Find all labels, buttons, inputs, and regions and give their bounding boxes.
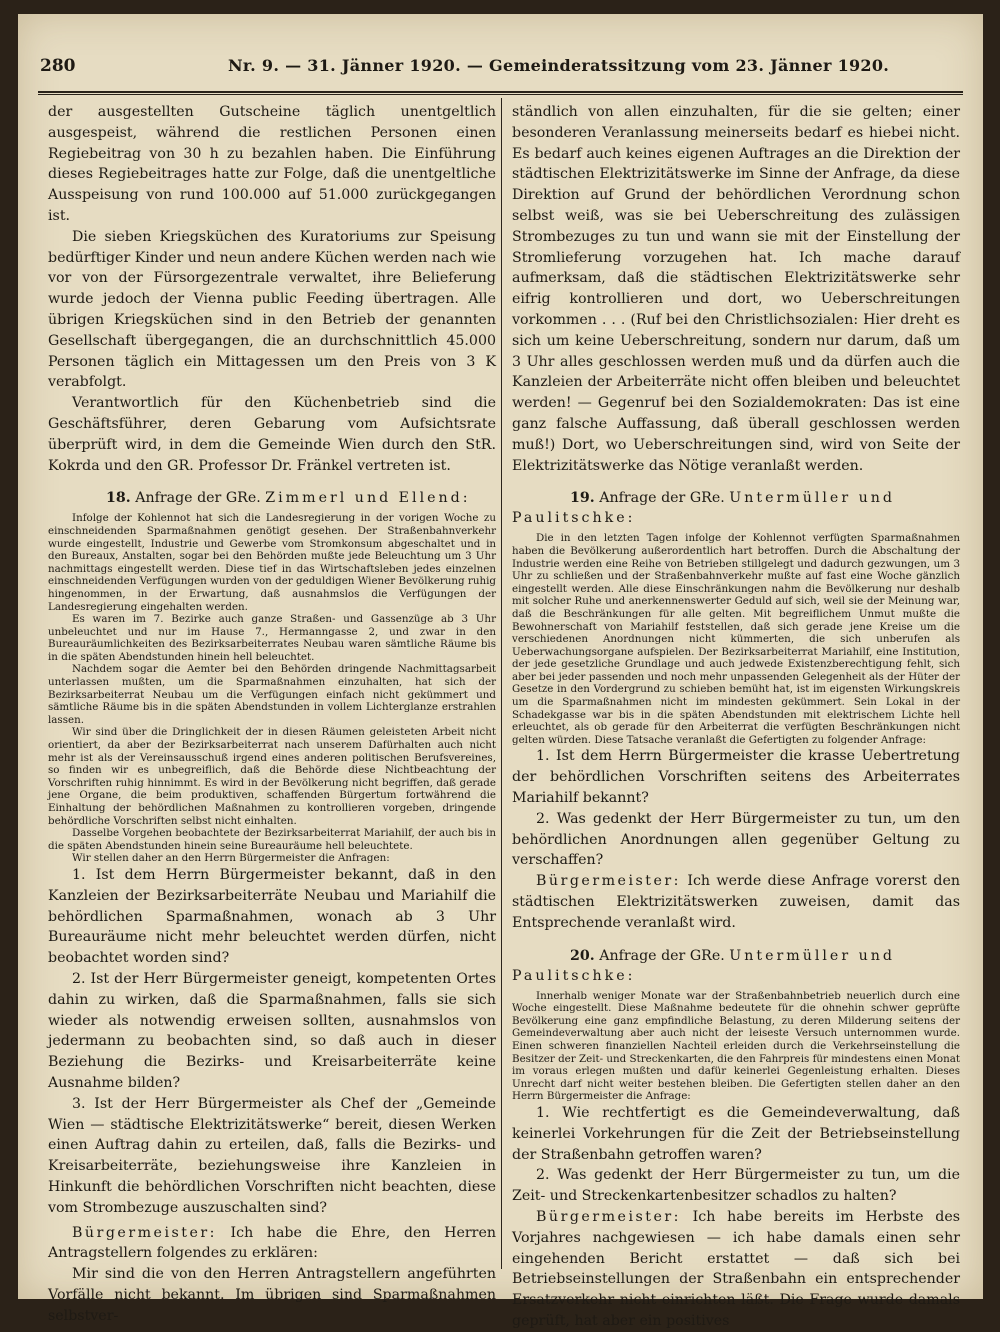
item-authors: Untermüller und Paulitschke: (512, 947, 895, 984)
item-number: 18. (106, 490, 131, 507)
question: 1. Ist dem Herrn Bürgermeister die krasse Uebertretung der behördlichen Vorschriften seitens des Arbeiterrates Mariahilf bekannt? (512, 748, 960, 807)
question: 2. Ist der Herr Bürgermeister geneigt, kompetenten Ortes dahin zu wirken, daß die Sparmaßnahmen, falls sie sich wieder als notwendig erweisen sollten, ausnahmslos von jedermann zu beobachten sind, so daß auch in dieser Beziehung die Bezirks- und Kreisarbeiterräte keine Ausnahme bilden? (48, 970, 496, 1091)
question: 2. Was gedenkt der Herr Bürgermeister zu tun, um die Zeit- und Streckenkartenbesitzer schadlos zu halten? (512, 1167, 960, 1205)
mayor-answer (512, 1207, 960, 1332)
left-column (48, 102, 496, 1324)
inquiry-text: Infolge der Kohlennot hat sich die Landesregierung in der vorigen Woche zu einschneidenden Sparmaßnahmen genötigt gesehen. Der Straßenbahnverkehr wurde eingestellt, Industrie und Gewerbe vom Stromkonsum abgeschaltet und in den Bureaux, Anstalten, sogar bei den Behörden mußte jede Beleuchtung um 3 Uhr nachmittags eingestellt werden. Diese tief in das Wirtschaftsleben jedes einzelnen einschneidenden Verfügungen wurden von der geduldigen Wiener Bevölkerung ruhig hingenommen, in der Erwartung, daß ausnahmslos die Verfügungen der Landesregierung eingehalten werden. (48, 512, 496, 613)
paragraph: der ausgestellten Gutscheine täglich unentgeltlich ausgespeist, während die restlichen Personen einen Regiebeitrag von 30 h zu bezahlen haben. Die Einführung dieses Regiebeitrages hatte zur Folge, daß die unentgeltliche Ausspeisung von rund 100.000 auf 51.000 zurückgegangen ist. (48, 104, 496, 224)
header-rule (38, 91, 963, 93)
item-prefix: Anfrage der GRe. (135, 490, 261, 507)
item-prefix: Anfrage der GRe. (599, 947, 725, 964)
speaker-label: Bürgermeister: (72, 1224, 217, 1241)
question: 1. Ist dem Herrn Bürgermeister bekannt, daß in den Kanzleien der Bezirksarbeiterräte Neubau und Mariahilf die behördlichen Sparmaßnahmen, wonach ab 3 Uhr Bureauräume nicht mehr beleuchtet werden dürfen, nicht beobachtet worden sind? (48, 866, 496, 967)
column-divider (501, 98, 502, 1269)
question: 2. Was gedenkt der Herr Bürgermeister zu tun, um den behördlichen Anordnungen allen gegenüber Geltung zu verschaffen? (512, 810, 960, 869)
speaker-label: Bürgermeister: (536, 873, 681, 890)
item-20-heading (512, 946, 960, 986)
header-rule-thin (38, 94, 963, 95)
page-number: 280 (40, 56, 76, 76)
inquiry-text: Nachdem sogar die Aemter bei den Behörden dringende Nachmittagsarbeit unterlassen mußten, um die Sparmaßnahmen einzuhalten, hat sich der Bezirksarbeiterrat Neubau um die Verfügungen einfach nicht gekümmert und sämtliche Räume bis in die späten Abendstunden in vollem Lichterglanze erstrahlen lassen. (48, 663, 496, 726)
item-number: 20. (570, 947, 595, 964)
answer-text: Ich habe bereits im Herbste des Vorjahres nachgewiesen — ich habe damals einen sehr eingehenden Bericht erstattet — daß sich bei Betriebseinstellungen der Straßenbahn ein entsprechender Ersatzverkehr nicht einrichten läßt. Die Frage wurde damals geprüft, hat aber ein positives (512, 1208, 960, 1329)
mayor-answer (512, 871, 960, 933)
paragraph: ständlich von allen einzuhalten, für die sie gelten; einer besonderen Veranlassung meinerseits bedarf es hiebei nicht. Es bedarf auch keines eigenen Auftrages an die Direktion der städtischen Elektrizitätswerke im Sinne der Anfrage, da diese Direktion auf Grund der behördlichen Verordnung schon selbst weiß, was sie bei Ueberschreitung des zulässigen Strombezuges zu tun und wann sie mit der Einstellung der Stromlieferung vorzugehen hat. Ich mache darauf aufmerksam, daß die städtischen Elektrizitätswerke sehr eifrig kontrollieren und dort, wo Ueberschreitungen vorkommen . . . (Ruf bei den Christlichsozialen: Hier dreht es sich um keine Ueberschreitung, sondern nur darum, daß um 3 Uhr alles geschlossen werden muß und da dürfen auch die Kanzleien der Arbeiterräte nicht offen bleiben und beleuchtet werden! — Gegenruf bei den Sozialdemokraten: Das ist eine ganz falsche Auffassung, daß überall geschlossen werden muß!) Dort, wo Ueberschreitungen sind, wird von Seite der Elektrizitätswerke das Nötige veranlaßt werden. (512, 104, 960, 474)
question: 1. Wie rechtfertigt es die Gemeindeverwaltung, daß keinerlei Vorkehrungen für die Zeit der Betriebseinstellung der Straßenbahn getroffen waren? (512, 1104, 960, 1163)
paragraph: Verantwortlich für den Küchenbetrieb sind die Geschäftsführer, deren Gebarung vom Aufsichtsrate überprüft wird, in dem die Gemeinde Wien durch den StR. Kokrda und den GR. Professor Dr. Fränkel vertreten ist. (48, 395, 496, 474)
answer-text: Ich habe die Ehre, den Herren Antragstellern folgendes zu erklären: (48, 1224, 496, 1262)
inquiry-text: Dasselbe Vorgehen beobachtete der Bezirksarbeiterrat Mariahilf, der auch bis in die späten Abendstunden hinein seine Bureauräume hell beleuchtete. (48, 827, 496, 852)
item-18-heading (48, 488, 496, 508)
page-title: Nr. 9. — 31. Jänner 1920. — Gemeinderatssitzung vom 23. Jänner 1920. (228, 56, 890, 75)
inquiry-text: Wir sind über die Dringlichkeit der in diesen Räumen geleisteten Arbeit nicht orientiert, da aber der Bezirksarbeiterrat nach unserem Dafürhalten auch nicht mehr ist als der Vereinsausschuß irgend eines anderen politischen Berufsvereines, so finden wir es unbegreiflich, daß die Behörde diese Nichtbeachtung der Vorschriften ruhig hinnimmt. Es wird in der Bevölkerung nicht begriffen, daß gerade jene Organe, die beim produktiven, schaffenden Bürgertum fortwährend die Einhaltung der behördlichen Maßnahmen zu kontrollieren vorgeben, dringende behördliche Vorschriften selbst nicht einhalten. (48, 726, 496, 827)
item-authors: Zimmerl und Ellend: (265, 490, 471, 507)
answer-text: Ich werde diese Anfrage vorerst den städtischen Elektrizitätswerken zuweisen, damit das Entsprechende veranlaßt wird. (512, 873, 960, 931)
paragraph: Die sieben Kriegsküchen des Kuratoriums zur Speisung bedürftiger Kinder und neun andere Küchen werden nach wie vor von der Fürsorgezentrale verwaltet, ihre Belieferung wurde jedoch der Vienna public Feeding übertragen. Alle übrigen Kriegsküchen sind in den Betrieb der genannten Gesellschaft übergegangen, die an durchschnittlich 45.000 Personen täglich ein Mittagessen um den Preis von 3 K verabfolgt. (48, 228, 496, 391)
page-header (40, 56, 960, 82)
inquiry-text: Wir stellen daher an den Herrn Bürgermeister die Anfragen: (72, 852, 390, 865)
inquiry-text: Innerhalb weniger Monate war der Straßenbahnbetrieb neuerlich durch eine Woche eingestellt. Diese Maßnahme bedeutete für die ohnehin schwer geprüfte Bevölkerung eine ganz empfindliche Belastung, zu deren Milderung seitens der Gemeindeverwaltung aber auch nicht der leiseste Versuch unternommen wurde. Einen schweren finanziellen Nachteil erleiden durch die Verkehrseinstellung die Besitzer der Zeit- und Streckenkarten, die den Fahrpreis für mindestens einen Monat im voraus erlegen mußten und dafür keinerlei Gegenleistung erhalten. Dieses Unrecht darf nicht weiter bestehen bleiben. Die Gefertigten stellen daher an den Herrn Bürgermeister die Anfrage: (512, 989, 960, 1103)
speaker-label: Bürgermeister: (536, 1208, 681, 1225)
item-prefix: Anfrage der GRe. (599, 490, 725, 507)
inquiry-text: Die in den letzten Tagen infolge der Kohlennot verfügten Sparmaßnahmen haben die Bevölkerung außerordentlich hart betroffen. Durch die Abschaltung der Industrie werden eine Reihe von Betrieben stillgelegt und dadurch gezwungen, um 3 Uhr zu schließen und der Straßenbahnverkehr mußte auf fast eine Woche gänzlich eingestellt werden. Alle diese Einschränkungen nahm die Bevölkerung nur deshalb mit solcher Ruhe und anerkennenswerter Geduld auf sich, weil sie der Meinung war, daß die Beschränkungen für alle gelten. Mit begreiflichem Unmut mußte die Bewohnerschaft von Mariahilf feststellen, daß sich gerade jene Kreise um die verschiedenen Anordnungen nicht kümmerten, die sich unberufen als Ueberwachungsorgane aufspielen. Der Bezirksarbeiterrat Mariahilf, eine Institution, der jede gesetzliche Grundlage und auch jedwede Existenzberechtigung fehlt, sich aber bei jeder passenden und noch mehr unpassenden Gelegenheit als der Hüter der Gesetze in den Vordergrund zu schieben bemüht hat, ist im eigensten Wirkungskreis um die Sparmaßnahmen nicht im mindesten gekümmert. Sein Lokal in der Schadekgasse war bis in die späten Abendstunden mit elektrischem Lichte hell erleuchtet, als ob gerade für den Arbeiterrat die verfügten Beschränkungen nicht gelten würden. Diese Tatsache veranlaßt die Gefertigten zu folgender Anfrage: (512, 532, 960, 746)
paragraph: Mir sind die von den Herren Antragstellern angeführten Vorfälle nicht bekannt. Im übrigen sind Sparmaßnahmen selbstver- (48, 1266, 496, 1324)
right-column (512, 102, 960, 1329)
item-number: 19. (570, 490, 595, 507)
question: 3. Ist der Herr Bürgermeister als Chef der „Gemeinde Wien — städtische Elektrizitätswerke“ bereit, diesen Werken einen Auftrag dahin zu erteilen, daß, falls die Bezirks- und Kreisarbeiterräte, beziehungsweise ihre Kanzleien in Hinkunft die behördlichen Vorschriften nicht beachten, diese vom Strombezuge auszuschalten sind? (48, 1095, 496, 1216)
item-19-heading (512, 488, 960, 528)
newspaper-page (18, 14, 983, 1329)
inquiry-text: Es waren im 7. Bezirke auch ganze Straßen- und Gassenzüge ab 3 Uhr unbeleuchtet und nur im Hause 7., Hermanngasse 2, und zwar in den Bureauräumlichkeiten des Bezirksarbeiterrates Neubau waren sämtliche Räume bis in die späten Abendstunden hinein hell beleuchtet. (48, 613, 496, 663)
mayor-answer (48, 1223, 496, 1265)
item-authors: Untermüller und Paulitschke: (512, 490, 895, 527)
